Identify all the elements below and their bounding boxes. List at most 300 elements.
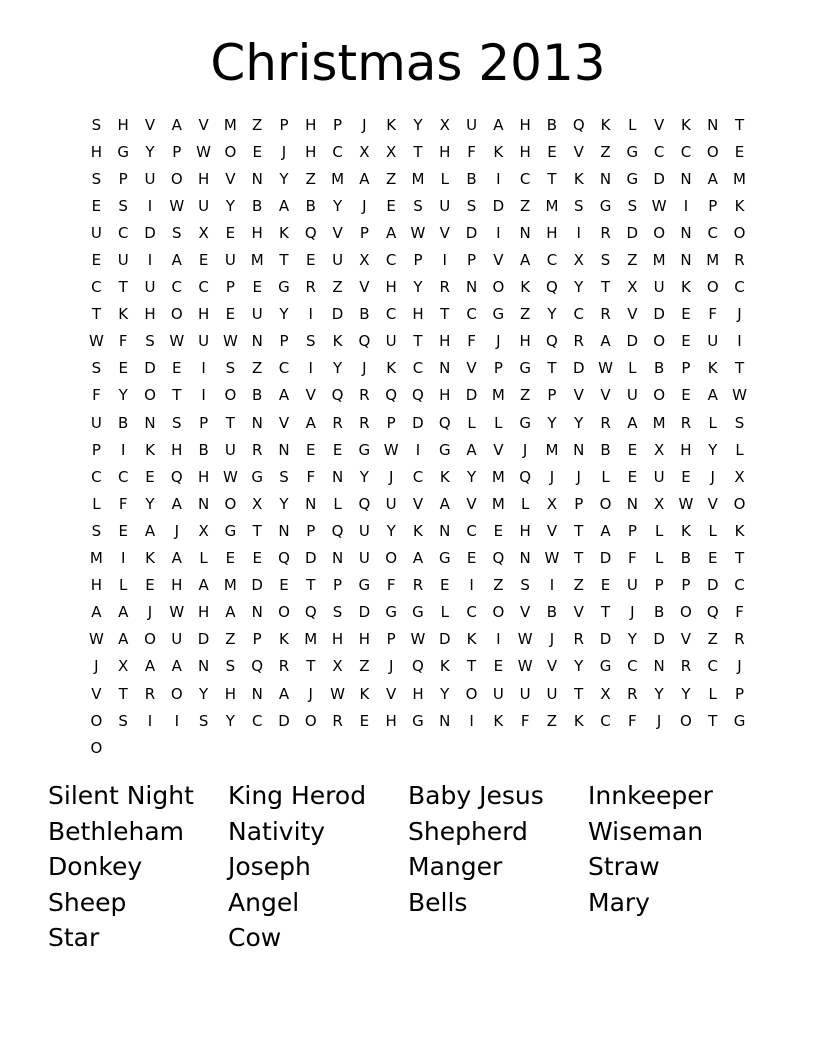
grid-letter: E (198, 251, 209, 270)
grid-letter: K (734, 196, 745, 215)
grid-letter: E (145, 467, 155, 486)
grid-letter: J (737, 305, 742, 324)
grid-letter: P (225, 278, 235, 297)
grid-letter: V (305, 386, 316, 405)
grid-letter: Q (304, 603, 317, 622)
grid-letter: V (91, 684, 102, 703)
word-list-item: Nativity (228, 816, 326, 846)
grid-letter: U (653, 467, 665, 486)
grid-letter: C (251, 711, 263, 730)
grid-letter: A (412, 549, 424, 568)
grid-letter: Q (358, 494, 371, 513)
word-list-item: Straw (588, 852, 660, 882)
grid-letter: B (546, 603, 558, 622)
grid-letter: F (467, 332, 476, 351)
grid-letter: N (144, 413, 156, 432)
grid-letter: B (600, 440, 611, 459)
grid-letter: C (412, 359, 424, 378)
grid-letter: H (90, 576, 103, 595)
grid-letter: U (707, 332, 719, 351)
grid-letter: H (519, 332, 531, 351)
grid-letter: N (439, 711, 451, 730)
grid-letter: I (469, 576, 474, 595)
grid-letter: X (359, 251, 370, 270)
grid-letter: P (493, 359, 503, 378)
grid-letter: S (734, 413, 745, 432)
grid-letter: Y (145, 494, 155, 513)
grid-letter: K (681, 521, 691, 540)
grid-letter: O (706, 278, 719, 297)
grid-letter: J (710, 467, 715, 486)
grid-letter: E (306, 440, 316, 459)
grid-letter: W (88, 332, 104, 351)
grid-letter: D (492, 196, 505, 215)
grid-letter: K (600, 115, 611, 134)
grid-letter: C (707, 223, 718, 242)
grid-letter: C (117, 467, 129, 486)
grid-letter: R (573, 332, 584, 351)
grid-letter: D (144, 223, 156, 242)
grid-letter: E (359, 711, 370, 730)
grid-letter: S (279, 467, 289, 486)
word-list-item: Shepherd (408, 816, 528, 846)
grid-letter: U (626, 386, 638, 405)
grid-letter: E (172, 359, 182, 378)
grid-letter: R (600, 413, 611, 432)
grid-letter: I (683, 196, 689, 215)
word-list-item: Star (48, 923, 100, 953)
grid-letter: S (91, 521, 102, 540)
grid-letter: D (572, 359, 585, 378)
grid-letter: U (653, 278, 665, 297)
grid-letter: K (466, 630, 477, 649)
grid-letter: N (465, 278, 478, 297)
grid-letter: Y (547, 413, 557, 432)
grid-letter: P (386, 413, 396, 432)
grid-letter: R (144, 684, 156, 703)
grid-letter: N (680, 223, 692, 242)
grid-letter: Z (305, 169, 316, 188)
grid-letter: O (385, 549, 398, 568)
grid-letter: P (547, 386, 557, 405)
grid-letter: Y (547, 305, 557, 324)
grid-letter: U (90, 223, 102, 242)
grid-letter: A (520, 251, 531, 270)
grid-letter: E (279, 576, 289, 595)
grid-letter: I (174, 711, 179, 730)
grid-letter: A (278, 196, 290, 215)
grid-letter: D (599, 549, 612, 568)
grid-letter: U (144, 278, 156, 297)
grid-letter: C (466, 603, 477, 622)
grid-letter: G (733, 711, 746, 730)
grid-letter: C (385, 251, 397, 270)
grid-letter: A (278, 386, 290, 405)
grid-letter: Q (438, 413, 451, 432)
grid-letter: C (385, 305, 397, 324)
grid-letter: I (496, 223, 501, 242)
grid-letter: C (91, 467, 102, 486)
grid-letter: H (412, 684, 424, 703)
grid-letter: P (467, 251, 477, 270)
grid-letter: R (573, 630, 584, 649)
grid-letter: Q (706, 603, 719, 622)
grid-letter: Y (440, 684, 450, 703)
grid-letter: O (706, 142, 719, 161)
grid-letter: U (90, 413, 102, 432)
grid-letter: V (439, 223, 450, 242)
grid-letter: G (438, 440, 451, 459)
grid-letter: I (549, 576, 555, 595)
grid-letter: R (734, 630, 745, 649)
grid-letter: Y (654, 684, 664, 703)
grid-letter: Y (413, 278, 423, 297)
grid-letter: N (626, 494, 638, 513)
grid-letter: Y (279, 494, 289, 513)
grid-letter: R (359, 413, 370, 432)
grid-letter: W (544, 549, 560, 568)
grid-letter: Z (627, 251, 638, 270)
grid-letter: V (198, 115, 209, 134)
grid-letter: J (630, 603, 635, 622)
grid-letter: U (224, 251, 236, 270)
grid-letter: C (198, 278, 209, 297)
grid-letter: F (386, 576, 396, 595)
grid-letter: T (734, 359, 745, 378)
grid-letter: O (465, 684, 478, 703)
grid-letter: U (117, 251, 129, 270)
grid-letter: H (197, 467, 210, 486)
grid-letter: P (172, 142, 182, 161)
grid-letter: J (308, 684, 313, 703)
grid-letter: T (734, 549, 745, 568)
grid-letter: K (493, 711, 504, 730)
grid-letter: O (653, 386, 666, 405)
grid-letter: E (493, 521, 504, 540)
grid-letter: D (465, 386, 478, 405)
grid-letter: S (172, 413, 182, 432)
grid-letter: T (413, 332, 423, 351)
grid-letter: G (278, 278, 290, 297)
grid-letter: G (519, 413, 531, 432)
grid-letter: V (520, 603, 531, 622)
grid-letter: T (547, 359, 557, 378)
grid-letter: D (599, 630, 612, 649)
grid-letter: A (171, 251, 182, 270)
grid-letter: G (519, 359, 531, 378)
grid-letter: A (171, 657, 182, 676)
grid-letter: W (169, 196, 185, 215)
grid-letter: F (118, 494, 128, 513)
grid-letter: L (440, 603, 449, 622)
grid-letter: H (358, 630, 370, 649)
grid-letter: I (415, 440, 421, 459)
grid-letter: Q (385, 386, 398, 405)
grid-letter: H (171, 576, 183, 595)
grid-letter: R (359, 386, 370, 405)
grid-letter: V (573, 603, 584, 622)
grid-letter: J (362, 196, 367, 215)
grid-letter: Y (225, 711, 235, 730)
grid-letter: O (680, 603, 692, 622)
grid-letter: P (708, 196, 718, 215)
grid-letter: L (601, 467, 610, 486)
grid-letter: P (681, 359, 691, 378)
grid-letter: E (91, 251, 102, 270)
grid-letter: Z (252, 359, 263, 378)
grid-letter: A (600, 332, 611, 351)
grid-letter: H (385, 711, 397, 730)
grid-letter: P (386, 630, 396, 649)
grid-letter: C (573, 305, 584, 324)
grid-letter: G (626, 169, 639, 188)
grid-letter: H (439, 332, 451, 351)
grid-letter: P (333, 115, 343, 134)
grid-letter: J (94, 657, 99, 676)
grid-letter: C (332, 142, 343, 161)
grid-letter: Y (574, 278, 584, 297)
grid-letter: D (706, 576, 719, 595)
grid-letter: L (708, 413, 717, 432)
grid-letter: W (169, 603, 185, 622)
grid-letter: G (438, 549, 451, 568)
grid-letter: P (681, 576, 691, 595)
word-list-item: Donkey (48, 852, 143, 882)
grid-letter: J (496, 332, 501, 351)
grid-letter: J (281, 142, 287, 161)
grid-letter: H (90, 142, 103, 161)
grid-letter: Y (199, 684, 209, 703)
grid-letter: C (734, 278, 745, 297)
grid-letter: W (196, 142, 211, 161)
grid-letter: E (681, 386, 691, 405)
grid-letter: F (520, 711, 530, 730)
grid-letter: U (466, 115, 478, 134)
grid-letter: W (88, 630, 104, 649)
grid-letter: W (678, 494, 694, 513)
grid-letter: D (358, 603, 371, 622)
grid-letter: K (279, 630, 289, 649)
word-list-item: Mary (588, 887, 650, 917)
grid-letter: H (117, 115, 129, 134)
grid-letter: V (493, 440, 504, 459)
grid-letter: C (519, 169, 531, 188)
grid-letter: L (708, 521, 717, 540)
grid-letter: H (197, 603, 210, 622)
grid-letter: O (653, 332, 666, 351)
grid-letter: E (681, 305, 691, 324)
grid-letter: Q (412, 386, 424, 405)
grid-letter: U (519, 684, 531, 703)
grid-letter: R (680, 413, 692, 432)
grid-letter: Y (574, 413, 584, 432)
grid-letter: I (442, 251, 447, 270)
grid-letter: M (304, 630, 318, 649)
grid-letter: G (412, 711, 424, 730)
grid-letter: D (653, 305, 665, 324)
grid-letter: Y (574, 657, 584, 676)
grid-letter: R (332, 711, 343, 730)
grid-letter: E (627, 440, 638, 459)
grid-letter: G (492, 305, 505, 324)
grid-letter: E (252, 278, 262, 297)
grid-letter: T (413, 142, 423, 161)
grid-letter: W (383, 440, 399, 459)
grid-letter: G (599, 196, 612, 215)
grid-letter: U (439, 196, 451, 215)
grid-letter: Q (546, 278, 558, 297)
grid-letter: P (91, 440, 101, 459)
grid-letter: T (600, 278, 611, 297)
grid-letter: R (251, 440, 263, 459)
grid-letter: T (306, 657, 316, 676)
grid-letter: O (224, 142, 237, 161)
grid-letter: L (628, 359, 637, 378)
grid-letter: M (545, 440, 559, 459)
grid-letter: O (144, 630, 156, 649)
grid-letter: X (653, 440, 665, 459)
grid-letter: A (707, 386, 718, 405)
grid-letter: F (467, 142, 476, 161)
grid-letter: B (546, 115, 558, 134)
grid-letter: Y (279, 305, 289, 324)
grid-letter: C (278, 359, 290, 378)
grid-letter: B (359, 305, 370, 324)
grid-letter: J (362, 359, 367, 378)
grid-letter: A (171, 115, 182, 134)
grid-letter: Y (627, 630, 637, 649)
grid-letter: E (252, 549, 262, 568)
grid-letter: P (333, 576, 343, 595)
grid-letter: V (680, 630, 692, 649)
grid-letter: T (466, 657, 477, 676)
grid-letter: K (332, 332, 343, 351)
grid-letter: E (306, 251, 316, 270)
grid-letter: H (385, 278, 397, 297)
grid-letter: Z (225, 630, 236, 649)
grid-letter: S (118, 196, 128, 215)
word-list-item: Innkeeper (588, 781, 713, 810)
grid-letter: D (626, 332, 639, 351)
grid-letter: Q (331, 521, 344, 540)
grid-letter: M (733, 169, 746, 188)
grid-letter: W (410, 223, 426, 242)
grid-letter: G (224, 521, 237, 540)
grid-letter: D (412, 413, 424, 432)
word-list-item: Sheep (48, 887, 127, 917)
grid-letter: P (252, 630, 262, 649)
grid-letter: J (174, 521, 179, 540)
grid-letter: O (733, 494, 746, 513)
word-list-item: Silent Night (48, 781, 194, 810)
grid-letter: V (627, 305, 638, 324)
grid-letter: V (654, 115, 665, 134)
grid-letter: O (278, 603, 290, 622)
word-search-grid (83, 111, 753, 761)
grid-letter: S (413, 196, 423, 215)
grid-letter: X (359, 142, 370, 161)
grid-letter: P (654, 576, 664, 595)
grid-letter: I (120, 440, 126, 459)
grid-letter: S (225, 359, 236, 378)
grid-letter: H (680, 440, 692, 459)
grid-letter: R (600, 223, 611, 242)
grid-letter: S (306, 332, 316, 351)
grid-letter: U (144, 169, 156, 188)
grid-letter: D (251, 576, 263, 595)
grid-letter: Y (145, 142, 155, 161)
grid-letter: X (573, 251, 584, 270)
grid-letter: E (332, 440, 343, 459)
grid-letter: D (144, 359, 156, 378)
grid-letter: I (147, 711, 153, 730)
grid-letter: G (626, 142, 639, 161)
grid-letter: A (118, 603, 129, 622)
grid-letter: K (439, 657, 450, 676)
grid-letter: L (654, 521, 664, 540)
grid-letter: K (145, 549, 155, 568)
grid-letter: C (91, 278, 102, 297)
grid-letter: Z (600, 142, 611, 161)
grid-letter: M (89, 549, 103, 568)
grid-letter: N (599, 169, 612, 188)
grid-letter: L (199, 549, 208, 568)
grid-letter: G (358, 576, 371, 595)
grid-letter: M (250, 251, 264, 270)
grid-letter: W (517, 657, 533, 676)
grid-letter: V (466, 359, 477, 378)
grid-letter: I (147, 251, 153, 270)
grid-letter: N (331, 549, 344, 568)
grid-letter: C (600, 711, 611, 730)
grid-letter: E (145, 576, 155, 595)
grid-letter: C (117, 223, 129, 242)
grid-letter: Z (520, 305, 531, 324)
grid-letter: P (627, 521, 637, 540)
grid-letter: Y (386, 521, 396, 540)
grid-letter: A (171, 494, 182, 513)
grid-letter: N (197, 657, 210, 676)
grid-letter: U (171, 630, 183, 649)
grid-letter: H (519, 115, 531, 134)
grid-letter: O (733, 223, 746, 242)
grid-letter: A (439, 494, 450, 513)
grid-letter: J (362, 115, 367, 134)
grid-letter: K (413, 521, 423, 540)
grid-letter: H (519, 521, 531, 540)
grid-letter: J (147, 603, 153, 622)
grid-letter: C (412, 467, 424, 486)
grid-letter: Y (681, 684, 691, 703)
grid-letter: G (412, 603, 424, 622)
grid-letter: V (332, 223, 343, 242)
grid-letter: U (385, 494, 397, 513)
grid-letter: B (653, 359, 665, 378)
grid-letter: X (118, 657, 129, 676)
grid-letter: J (388, 657, 394, 676)
grid-letter: K (386, 115, 397, 134)
grid-letter: U (492, 684, 504, 703)
grid-letter: O (492, 603, 505, 622)
grid-letter: V (225, 169, 236, 188)
grid-letter: D (653, 169, 665, 188)
grid-letter: O (599, 494, 612, 513)
grid-letter: K (493, 142, 504, 161)
grid-letter: N (251, 684, 263, 703)
grid-letter: N (519, 223, 531, 242)
grid-letter: A (359, 169, 370, 188)
grid-letter: L (654, 549, 664, 568)
